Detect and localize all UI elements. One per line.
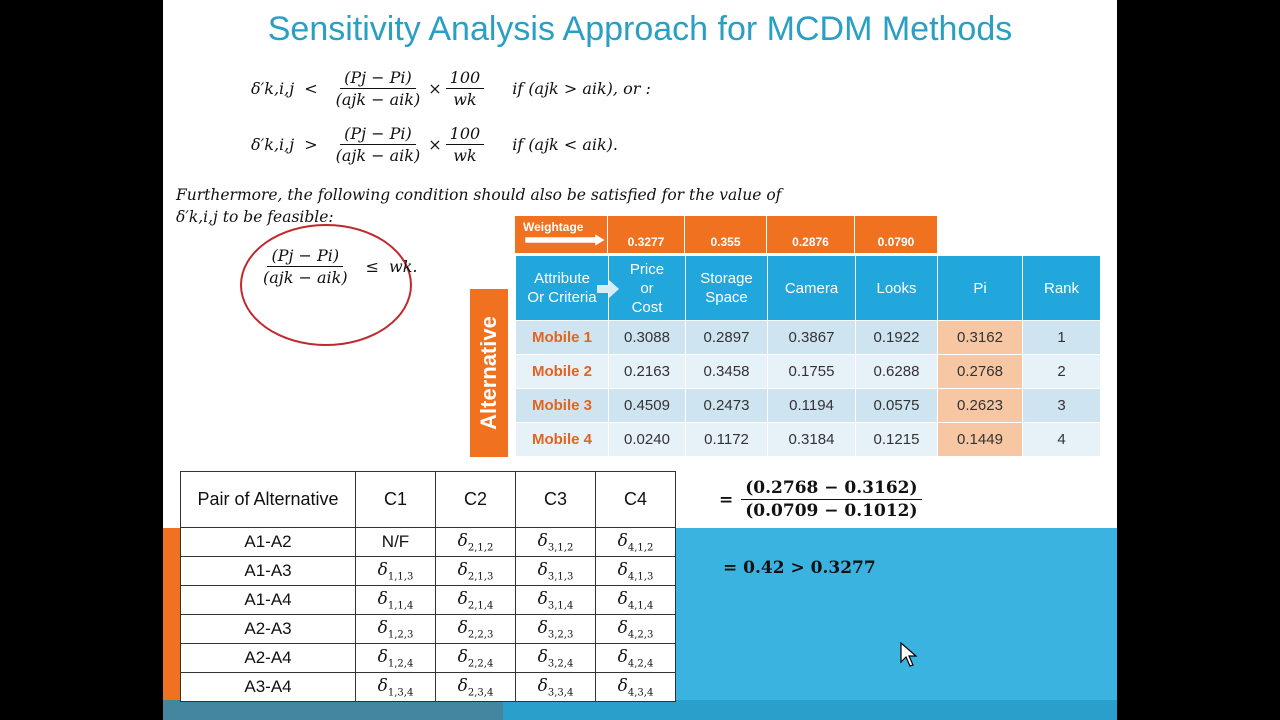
fraction-p-over-a: $\frac{(Pj - Pi)}{\text{(ajk − aik)}}$ [335,124,421,165]
footer-band-shade [163,700,503,720]
table-row: A1-A4 $\delta_{1,1,4}$ $\delta_{2,1,4}$ $\delta_{3,1,4}$ $\delta_{4,1,4}$ [181,586,676,615]
table-row: Mobile 4 0.0240 0.1172 0.3184 0.1215 0.1449 4 [516,423,1101,457]
condition-1: if (ajk > aik), or : [512,79,651,98]
weight-camera: 0.2876 [767,216,855,253]
header-storage: Storage Space [686,256,768,321]
header-camera: Camera [768,256,856,321]
slide-title: Sensitivity Analysis Approach for MCDM Methods [267,10,1013,48]
slide [163,0,1117,720]
table-row: Mobile 3 0.4509 0.2473 0.1194 0.0575 0.2623 3 [516,389,1101,423]
feasibility-note: Furthermore, the following condition should also be satisfied for the value of δ′k,i,j to be feasible: [176,186,782,226]
table-header-row [516,256,1101,321]
formula-line-2: δ′k,i,j > $\frac{(Pj - Pi)}{\text{(ajk − aik)}}$ × $\frac{100}{wk}$ if (ajk < aik). [251,124,619,165]
arrow-right-icon [597,280,619,298]
table-row: A2-A3 $\delta_{1,2,3}$ $\delta_{2,2,3}$ $\delta_{3,2,3}$ $\delta_{4,2,3}$ [181,615,676,644]
condition-2: if (ajk < aik). [512,135,619,154]
weight-storage: 0.355 [685,216,767,253]
header-criteria: Attribute Or Criteria [516,256,609,321]
table-row: A1-A3 $\delta_{1,1,3}$ $\delta_{2,1,3}$ $\delta_{3,1,3}$ $\delta_{4,1,3}$ [181,557,676,586]
feasibility-condition: $\frac{(Pj - Pi)}{\text{(ajk − aik)}}$ ≤ wk. [263,246,418,287]
fraction-100-over-w: $\frac{100}{wk}$ [446,124,485,165]
mouse-cursor-icon [900,642,918,668]
table-row: A3-A4 $\delta_{1,3,4}$ $\delta_{2,3,4}$ $\delta_{3,3,4}$ $\delta_{4,3,4}$ [181,673,676,702]
greater-than-symbol: > [304,135,318,154]
header-c4: C4 [596,472,676,528]
header-rank: Rank [1023,256,1101,321]
header-looks: Looks [856,256,938,321]
calculation-fraction: = $\frac{(0.2768 - 0.3162)}{(0.0709 - 0.1012)}$ [719,478,926,521]
table-row: A2-A4 $\delta_{1,2,4}$ $\delta_{2,2,4}$ $\delta_{3,2,4}$ $\delta_{4,2,4}$ [181,644,676,673]
delta-symbol: δ′k,i,j [251,135,295,154]
pair-sensitivity-table [180,471,676,702]
decision-matrix-table [515,255,1101,457]
delta-symbol: δ′k,i,j [251,79,295,98]
weightage-row [515,216,937,253]
formula-line-1: δ′k,i,j < $\frac{(Pj - Pi)}{\text{(ajk − aik)}}$ × $\frac{100}{wk}$ if (ajk > aik), or : [251,68,651,109]
alternative-label: Alternative [470,289,508,457]
fraction-p-over-a: $\frac{(Pj - Pi)}{\text{(ajk − aik)}}$ [335,68,421,109]
background-band [675,528,1117,720]
weightage-label: Weightage [515,216,608,253]
arrow-right-icon [523,234,607,246]
fraction-100-over-w: $\frac{100}{wk}$ [446,68,485,109]
header-pi: Pi [938,256,1023,321]
table-row: Mobile 2 0.2163 0.3458 0.1755 0.6288 0.2768 2 [516,355,1101,389]
header-c1: C1 [356,472,436,528]
header-price: Price or Cost [609,256,686,321]
table-header-row [181,472,676,528]
table-row: Mobile 1 0.3088 0.2897 0.3867 0.1922 0.3162 1 [516,321,1101,355]
header-pair: Pair of Alternative [181,472,356,528]
header-c2: C2 [436,472,516,528]
weight-looks: 0.0790 [855,216,937,253]
table-row: A1-A2 N/F $\delta_{2,1,2}$ $\delta_{3,1,2}$ $\delta_{4,1,2}$ [181,528,676,557]
calculation-result: = 0.42 > 0.3277 [723,558,876,578]
orange-accent-strip [163,528,181,700]
weight-price: 0.3277 [608,216,685,253]
less-than-symbol: < [304,79,318,98]
header-c3: C3 [516,472,596,528]
